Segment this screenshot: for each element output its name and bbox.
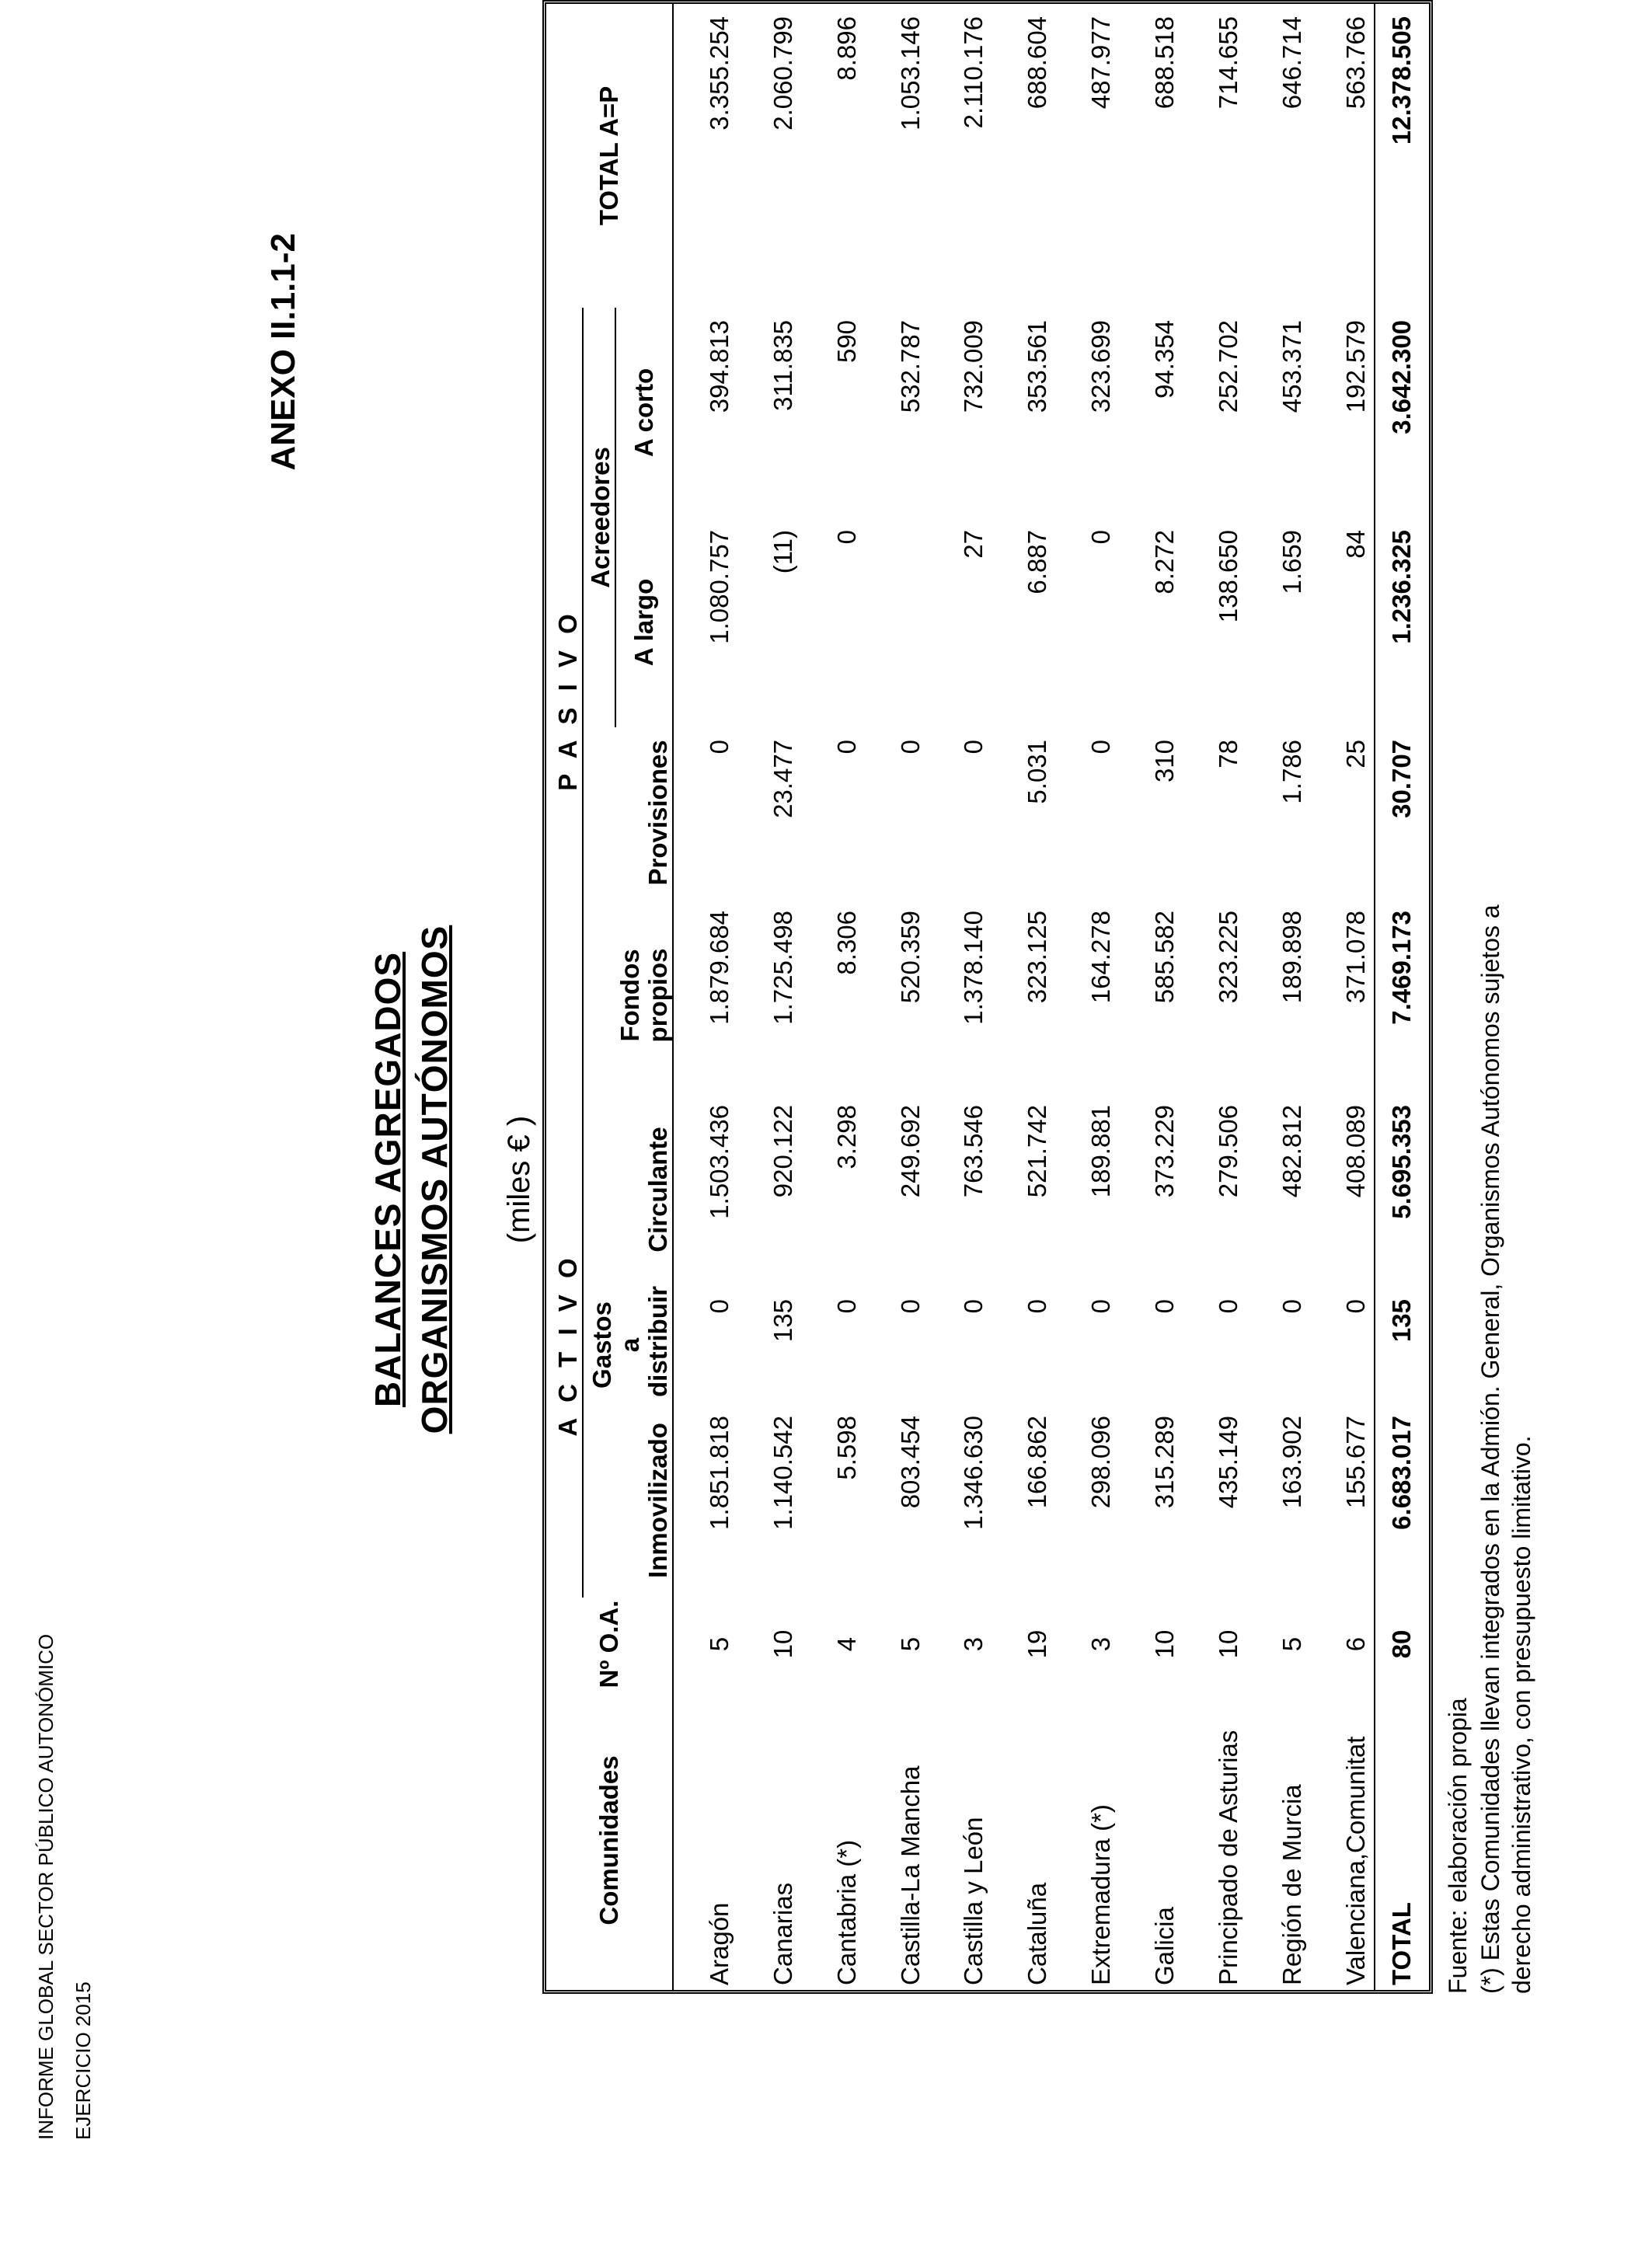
cell-circ: 3.298 [831,1104,861,1169]
cell-largo: (11) [768,529,797,574]
cell-largo: 0 [1086,529,1116,545]
cell-largo: 0 [831,529,861,545]
cell-fondos: 520.359 [895,910,925,1004]
cell-total: 12.378.505 [1375,4,1429,308]
table-row [737,4,801,1990]
cell-name: Galicia [1149,1907,1179,1985]
col-header-circulante: Circulante [583,1092,673,1287]
cell-prov: 1.786 [1277,739,1306,804]
cell-name: Castilla y León [959,1817,988,1985]
cell-oa: 10 [768,1629,797,1659]
cell-prov: 0 [959,739,988,754]
cell-total: 714.655 [1213,16,1242,110]
cell-circ: 1.503.436 [705,1104,734,1219]
cell-prov: 0 [1086,739,1116,754]
source-note: Fuente: elaboración propia [1444,1698,1472,1994]
cell-circ: 279.506 [1213,1104,1242,1198]
cell-total: 487.977 [1086,16,1116,110]
cell-inmov: 315.289 [1149,1416,1179,1509]
cell-prov: 0 [705,739,734,754]
col-header-corto: A corto [615,308,673,517]
cell-name: Principado de Asturias [1213,1730,1242,1985]
footnote: (*) Estas Comunidades llevan integrados en la Admión. General, Organismos Autónomos sujetos a derecho administrativo, con presupuesto limitativo. [1476,904,1535,1994]
table-row [865,4,929,1990]
cell-gastos: 0 [831,1299,861,1314]
cell-fondos: 371.078 [1340,910,1370,1004]
cell-inmov: 803.454 [895,1416,925,1509]
col-header-provisiones: Provisiones [583,727,673,898]
cell-circ: 373.229 [1149,1104,1179,1198]
cell-prov: 310 [1149,739,1179,783]
cell-circ: 249.692 [895,1104,925,1198]
cell-inmov: 1.140.542 [768,1416,797,1530]
cell-prov: 25 [1340,739,1370,768]
cell-inmov: 163.902 [1277,1416,1306,1509]
cell-inmov: 435.149 [1213,1416,1242,1509]
cell-name: TOTAL [1375,1691,1429,1990]
page-title: BALANCES AGREGADOS [368,951,408,1408]
cell-name: Cataluña [1023,1882,1052,1985]
cell-gastos: 0 [1277,1299,1306,1314]
cell-circ: 408.089 [1340,1104,1370,1198]
cell-total: 2.060.799 [768,16,797,131]
cell-largo: 6.887 [1023,529,1052,594]
cell-oa: 19 [1023,1629,1052,1659]
cell-circ: 521.742 [1023,1104,1052,1198]
cell-gastos: 0 [1023,1299,1052,1314]
table-row [929,4,992,1990]
balance-table [546,4,1429,1990]
cell-fondos: 1.378.140 [959,910,988,1025]
group-header-pasivo: P A S I V O [546,308,583,1092]
cell-name: Extremadura (*) [1086,1804,1116,1985]
cell-total: 1.053.146 [895,16,925,131]
table-row [673,4,737,1990]
cell-gastos: 0 [1086,1299,1116,1314]
cell-corto: 3.642.300 [1375,308,1429,517]
cell-oa: 5 [895,1636,925,1652]
cell-oa: 6 [1340,1636,1370,1652]
report-header: INFORME GLOBAL SECTOR PÚBLICO AUTONÓMICO [34,1633,58,2140]
cell-oa: 3 [1086,1636,1116,1652]
cell-circ: 189.881 [1086,1104,1116,1198]
group-header-activo: A C T I V O [546,1092,583,1598]
cell-circ: 920.122 [768,1104,797,1198]
cell-corto: 532.787 [895,319,925,413]
cell-corto: 192.579 [1340,319,1370,413]
table-row [1310,4,1375,1990]
cell-inmov: 6.683.017 [1375,1403,1429,1598]
cell-oa: 80 [1375,1598,1429,1691]
cell-fondos: 189.898 [1277,910,1306,1004]
table-row [1119,4,1183,1990]
page-subtitle: ORGANISMOS AUTÓNOMOS [414,925,455,1434]
cell-total: 646.714 [1277,16,1306,110]
cell-oa: 10 [1149,1629,1179,1659]
table-row [992,4,1055,1990]
cell-inmov: 1.851.818 [705,1416,734,1530]
cell-name: Canarias [768,1882,797,1985]
cell-corto: 732.009 [959,319,988,413]
cell-name: Castilla-La Mancha [895,1765,925,1985]
cell-largo: 8.272 [1149,529,1179,594]
cell-oa: 5 [705,1636,734,1652]
table-row [1246,4,1310,1990]
cell-largo: 1.080.757 [705,529,734,644]
cell-corto: 590 [831,319,861,364]
cell-fondos: 585.582 [1149,910,1179,1004]
cell-fondos: 1.725.498 [768,910,797,1025]
cell-circ: 763.546 [959,1104,988,1198]
cell-oa: 10 [1213,1629,1242,1659]
cell-circ: 5.695.353 [1375,1092,1429,1287]
cell-oa: 3 [959,1636,988,1652]
cell-inmov: 298.096 [1086,1416,1116,1509]
cell-total: 688.518 [1149,16,1179,110]
annex-label: ANEXO II.1.1-2 [264,233,302,471]
col-header-fondos: Fondos propios [583,898,673,1092]
cell-fondos: 323.125 [1023,910,1052,1004]
cell-total: 688.604 [1023,16,1052,110]
cell-fondos: 323.225 [1213,910,1242,1004]
table-row [801,4,865,1990]
cell-gastos: 0 [705,1299,734,1314]
balance-table-frame [542,0,1433,1994]
cell-fondos: 8.306 [831,910,861,975]
cell-corto: 252.702 [1213,319,1242,413]
cell-largo: 27 [959,529,988,559]
cell-name: Región de Murcia [1277,1784,1306,1985]
cell-fondos: 164.278 [1086,910,1116,1004]
cell-fondos: 1.879.684 [705,910,734,1025]
cell-corto: 453.371 [1277,319,1306,413]
units-label: (miles € ) [502,1115,536,1244]
table-row [1183,4,1246,1990]
cell-prov: 23.477 [768,739,797,818]
cell-corto: 311.835 [768,319,797,411]
cell-total: 563.766 [1340,16,1370,110]
group-header-acreedores: Acreedores [583,308,615,727]
cell-prov: 78 [1213,739,1242,768]
cell-corto: 323.699 [1086,319,1116,413]
cell-total: 3.355.254 [705,16,734,131]
cell-inmov: 166.862 [1023,1416,1052,1509]
cell-largo: 84 [1340,529,1370,559]
col-header-inmovilizado: Inmovilizado [583,1403,673,1598]
col-header-total: TOTAL A=P [546,4,673,308]
cell-inmov: 5.598 [831,1416,861,1480]
cell-prov: 0 [895,739,925,754]
cell-fondos: 7.469.173 [1375,898,1429,1092]
cell-total: 2.110.176 [959,16,988,129]
cell-corto: 394.813 [705,319,734,413]
cell-name: Cantabria (*) [831,1839,861,1985]
col-header-comunidades: Comunidades [546,1691,673,1990]
col-header-oa: Nº O.A. [546,1598,673,1691]
report-year: EJERCICIO 2015 [71,1981,95,2140]
cell-gastos: 0 [1340,1299,1370,1314]
total-row [1375,4,1429,1990]
cell-gastos: 135 [1375,1287,1429,1403]
cell-largo: 1.659 [1277,529,1306,594]
cell-gastos: 0 [1213,1299,1242,1314]
cell-largo: 1.236.325 [1375,517,1429,727]
cell-prov: 5.031 [1023,739,1052,804]
cell-inmov: 1.346.630 [959,1416,988,1530]
cell-gastos: 135 [768,1299,797,1343]
cell-inmov: 155.677 [1340,1416,1370,1509]
cell-corto: 353.561 [1023,319,1052,413]
col-header-largo: A largo [615,517,673,727]
cell-largo [865,517,929,727]
cell-gastos: 0 [1149,1299,1179,1314]
cell-gastos: 0 [895,1299,925,1314]
table-row [1055,4,1119,1990]
cell-prov: 0 [831,739,861,754]
col-header-gastos: Gastos a distribuir [583,1287,673,1403]
cell-largo: 138.650 [1213,529,1242,623]
cell-name: Aragón [705,1902,734,1985]
cell-total: 8.896 [831,16,861,81]
cell-gastos: 0 [959,1299,988,1314]
cell-corto: 94.354 [1149,319,1179,399]
cell-circ: 482.812 [1277,1104,1306,1198]
cell-oa: 4 [831,1636,861,1652]
cell-name: Valenciana,Comunitat [1340,1736,1370,1985]
cell-oa: 5 [1277,1636,1306,1652]
cell-prov: 30.707 [1375,727,1429,898]
